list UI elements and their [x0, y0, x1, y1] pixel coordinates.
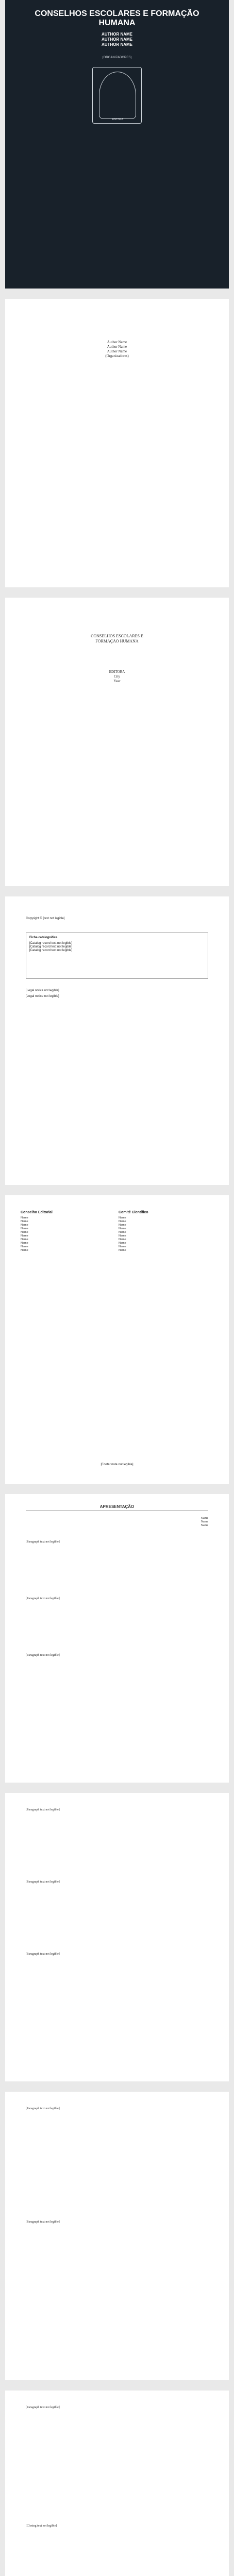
- author-line-1: Author Name: [107, 340, 127, 344]
- scientific-committee-item: Name: [119, 1242, 126, 1245]
- legal-note-1: [Legal notice not legible]: [26, 989, 59, 992]
- editorial-board-item: Name: [21, 1216, 28, 1219]
- catalog-record-line-2: [Catalog record text not legible]: [29, 945, 73, 948]
- author-line-2: Author Name: [107, 345, 127, 349]
- editorial-board-title: Conselho Editorial: [21, 1211, 53, 1214]
- cover-author-2: AUTHOR NAME: [102, 37, 132, 42]
- editorial-board-left: [21, 1211, 115, 1252]
- scientific-committee-title: Comitê Científico: [119, 1211, 148, 1214]
- editorial-footer: [Footer note not legible]: [101, 1463, 133, 1466]
- cover-organizer-tag: (ORGANIZADORES): [102, 56, 132, 59]
- body-paragraph: [Paragraph text not legible]: [26, 1808, 60, 1811]
- publisher-city: City: [113, 674, 121, 679]
- scientific-committee-item: Name: [119, 1249, 126, 1252]
- body-paragraph: [Paragraph text not legible]: [26, 2107, 60, 2110]
- authors-page: [5, 299, 229, 587]
- legal-notes: [26, 989, 208, 998]
- body-paragraph: [Paragraph text not legible]: [26, 1953, 60, 1956]
- scientific-committee-item: Name: [119, 1216, 126, 1219]
- copyright-line: Copyright © [text not legible]: [26, 917, 65, 920]
- scientific-committee-item: Name: [119, 1231, 126, 1234]
- signature-line-2: Name: [200, 1520, 208, 1523]
- body-paragraph: [Paragraph text not legible]: [26, 2406, 60, 2409]
- publisher-year: Year: [113, 679, 121, 683]
- editorial-board-item: Name: [21, 1227, 28, 1230]
- presentation-signatures: [160, 1517, 208, 1528]
- editorial-board-item: Name: [21, 1231, 28, 1234]
- catalog-record-line-3: [Catalog record text not legible]: [29, 949, 73, 952]
- cover-title: CONSELHOS ESCOLARES E FORMAÇÃO HUMANA: [35, 9, 199, 27]
- presentation-paragraph: [Paragraph text not legible]: [26, 1540, 60, 1544]
- catalog-record-title: Ficha catalográfica: [29, 936, 58, 939]
- emblem-shape-icon: [99, 72, 136, 119]
- editorial-board-item: Name: [21, 1224, 28, 1227]
- scientific-committee-item: Name: [119, 1238, 126, 1241]
- author-line-3: Author Name: [107, 349, 127, 353]
- scientific-committee-item: Name: [119, 1234, 126, 1238]
- publisher-name: EDITORA: [109, 670, 125, 674]
- editorial-board-item: Name: [21, 1249, 28, 1252]
- title-line-1: CONSELHOS ESCOLARES E: [91, 634, 143, 638]
- presentation-title: APRESENTAÇÃO: [99, 1504, 135, 1509]
- scientific-committee-item: Name: [119, 1227, 126, 1230]
- scientific-committee-item: Name: [119, 1245, 126, 1248]
- editorial-board-item: Name: [21, 1220, 28, 1223]
- text-page-7: [5, 1793, 229, 2081]
- scientific-committee-right: [119, 1211, 213, 1252]
- cover-author-1: AUTHOR NAME: [102, 32, 132, 37]
- emblem-text: EDITORA: [111, 118, 124, 121]
- editorial-board-item: Name: [21, 1238, 28, 1241]
- text-page-9: [5, 2391, 229, 2576]
- body-paragraph: [Paragraph text not legible]: [26, 2221, 60, 2224]
- cover-authors: [20, 32, 214, 47]
- signature-line-3: Name: [200, 1524, 208, 1527]
- closing-text: [Closing text not legible]: [26, 2524, 57, 2528]
- presentation-page: [5, 1494, 229, 1783]
- editorial-board-item: Name: [21, 1245, 28, 1248]
- copyright-page: [5, 896, 229, 1185]
- title-line-2: FORMAÇÃO HUMANA: [95, 639, 139, 643]
- legal-note-2: [Legal notice not legible]: [26, 995, 59, 998]
- editorial-board-item: Name: [21, 1234, 28, 1238]
- presentation-paragraph: [Paragraph text not legible]: [26, 1654, 60, 1657]
- title-page: [5, 598, 229, 886]
- text-page-8: [5, 2092, 229, 2380]
- scientific-committee-item: Name: [119, 1224, 126, 1227]
- cover-author-3: AUTHOR NAME: [102, 42, 132, 47]
- body-paragraph: [Paragraph text not legible]: [26, 1880, 60, 1884]
- title-block: [26, 634, 208, 644]
- cover-page: [5, 0, 229, 289]
- editorial-board-page: [5, 1195, 229, 1484]
- signature-line-1: Name: [200, 1517, 208, 1520]
- presentation-paragraph: [Paragraph text not legible]: [26, 1597, 60, 1600]
- publisher-block: [26, 670, 208, 684]
- editorial-board-grid: [21, 1211, 213, 1252]
- editorial-board-item: Name: [21, 1242, 28, 1245]
- scientific-committee-item: Name: [119, 1220, 126, 1223]
- catalog-record-box: [26, 933, 208, 979]
- publisher-emblem: [92, 67, 142, 124]
- authors-block: [26, 340, 208, 359]
- org-tag: (Organizadores): [105, 354, 129, 358]
- catalog-record-line-1: [Catalog record text not legible]: [29, 942, 73, 945]
